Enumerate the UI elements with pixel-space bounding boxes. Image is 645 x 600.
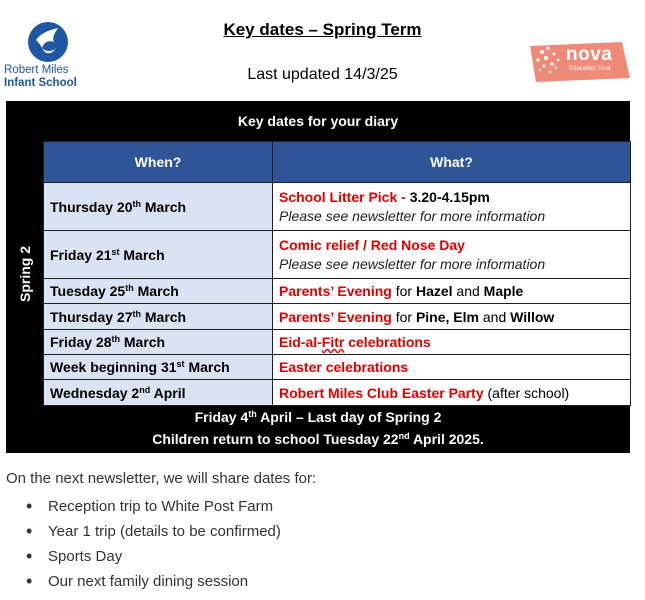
page-title: Key dates – Spring Term — [223, 20, 422, 39]
footer-line1: Friday 4th April – Last day of Spring 2 — [194, 409, 442, 425]
table-row — [44, 231, 631, 279]
what-cell: School Litter Pick - 3.20-4.15pm Please see newsletter for more information — [273, 183, 631, 231]
when-cell: Friday 28th March — [44, 330, 273, 355]
what-cell: Parents’ Evening for Hazel and Maple — [273, 279, 631, 304]
when-cell: Thursday 27th March — [44, 304, 273, 330]
nova-logo-text: nova — [566, 44, 613, 65]
key-dates-panel — [6, 101, 630, 453]
footer-line2: Children return to school Tuesday 22nd April 2025. — [152, 431, 484, 447]
list-item: • Sports Day — [48, 544, 281, 569]
school-name-line2: Infant School — [4, 77, 77, 89]
when-cell: Wednesday 2nd April — [44, 380, 273, 406]
table-row — [44, 304, 631, 330]
nova-logo-subtext: Education Trust — [569, 66, 611, 72]
what-cell: Comic relief / Red Nose Day Please see newsletter for more information — [273, 231, 631, 279]
when-cell: Friday 21st March — [44, 231, 273, 279]
table-row — [44, 330, 631, 355]
table-row — [44, 355, 631, 380]
what-cell: Eid-al-Fitr celebrations — [273, 330, 631, 355]
panel-footer — [6, 406, 630, 450]
list-item: • Our next family dining session — [48, 569, 281, 594]
list-item: • Reception trip to White Post Farm — [48, 494, 281, 519]
when-cell: Week beginning 31st March — [44, 355, 273, 380]
table-row — [44, 279, 631, 304]
table-row — [44, 380, 631, 406]
what-cell: Robert Miles Club Easter Party (after school) — [273, 380, 631, 406]
panel-heading: Key dates for your diary — [237, 113, 399, 129]
column-header-when: When? — [44, 142, 273, 183]
key-dates-table — [43, 141, 631, 406]
column-header-what: What? — [273, 142, 631, 183]
newsletter-intro: On the next newsletter, we will share dates for: — [6, 470, 317, 487]
table-row — [44, 183, 631, 231]
school-name-line1: Robert Miles — [4, 64, 69, 76]
table-header-row — [44, 142, 631, 183]
list-item: • Year 1 trip (details to be confirmed) — [48, 519, 281, 544]
when-cell: Thursday 20th March — [44, 183, 273, 231]
newsletter-list — [6, 494, 281, 594]
when-cell: Tuesday 25th March — [44, 279, 273, 304]
what-cell: Parents’ Evening for Pine, Elm and Willow — [273, 304, 631, 330]
last-updated: Last updated 14/3/25 — [247, 66, 398, 83]
what-cell: Easter celebrations — [273, 355, 631, 380]
side-label: Spring 2 — [16, 245, 33, 302]
